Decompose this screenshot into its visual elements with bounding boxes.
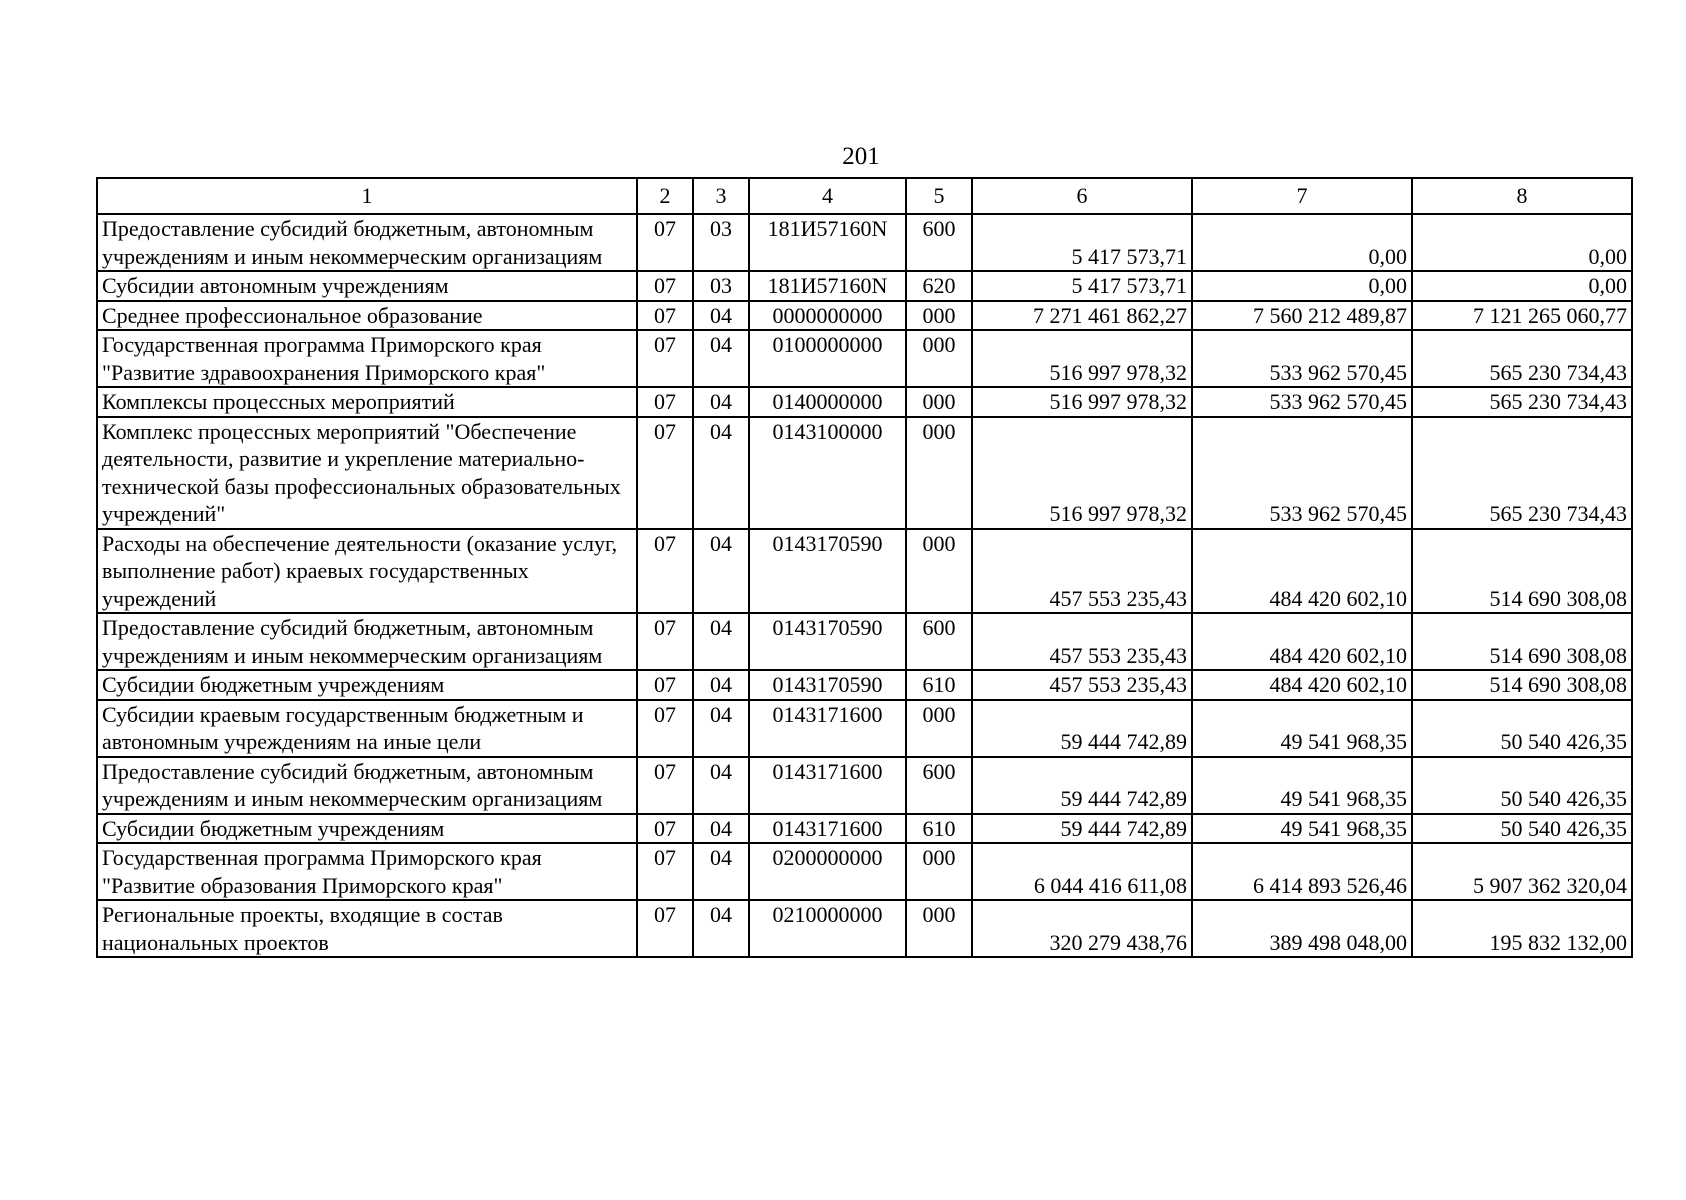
table-row	[97, 700, 1632, 757]
row-amount-col8-cell: 514 690 308,08	[1412, 529, 1632, 614]
budget-table	[96, 177, 1633, 958]
row-amount-col6-cell: 5 417 573,71	[972, 214, 1192, 271]
row-code-section-cell: 07	[637, 613, 693, 670]
row-code-section-cell: 07	[637, 214, 693, 271]
row-amount-col8-cell: 50 540 426,35	[1412, 700, 1632, 757]
row-code-subsection-cell: 04	[693, 843, 749, 900]
page-number: 201	[842, 143, 880, 170]
row-expense-type-cell: 600	[906, 214, 972, 271]
row-name-cell: Субсидии бюджетным учреждениям	[97, 814, 637, 844]
column-header: 4	[749, 178, 906, 214]
row-amount-col8-cell: 50 540 426,35	[1412, 814, 1632, 844]
row-expense-type-cell: 000	[906, 330, 972, 387]
row-amount-col7-cell: 389 498 048,00	[1192, 900, 1412, 957]
row-amount-col6-cell: 516 997 978,32	[972, 330, 1192, 387]
row-target-article-cell: 181И57160N	[749, 214, 906, 271]
column-header: 5	[906, 178, 972, 214]
row-amount-col7-cell: 7 560 212 489,87	[1192, 301, 1412, 331]
row-amount-col6-cell: 320 279 438,76	[972, 900, 1192, 957]
row-expense-type-cell: 620	[906, 271, 972, 301]
row-amount-col6-cell: 516 997 978,32	[972, 417, 1192, 529]
row-amount-col7-cell: 0,00	[1192, 214, 1412, 271]
row-amount-col6-cell: 457 553 235,43	[972, 670, 1192, 700]
row-target-article-cell: 0143171600	[749, 700, 906, 757]
row-target-article-cell: 0100000000	[749, 330, 906, 387]
row-amount-col8-cell: 5 907 362 320,04	[1412, 843, 1632, 900]
row-amount-col6-cell: 6 044 416 611,08	[972, 843, 1192, 900]
row-amount-col7-cell: 484 420 602,10	[1192, 670, 1412, 700]
row-target-article-cell: 0143170590	[749, 529, 906, 614]
row-amount-col6-cell: 457 553 235,43	[972, 529, 1192, 614]
row-amount-col8-cell: 0,00	[1412, 271, 1632, 301]
row-amount-col6-cell: 59 444 742,89	[972, 700, 1192, 757]
row-amount-col8-cell: 565 230 734,43	[1412, 387, 1632, 417]
row-target-article-cell: 0210000000	[749, 900, 906, 957]
row-amount-col8-cell: 195 832 132,00	[1412, 900, 1632, 957]
row-target-article-cell: 0000000000	[749, 301, 906, 331]
row-target-article-cell: 0143170590	[749, 613, 906, 670]
row-expense-type-cell: 610	[906, 814, 972, 844]
row-amount-col8-cell: 514 690 308,08	[1412, 670, 1632, 700]
row-amount-col7-cell: 533 962 570,45	[1192, 330, 1412, 387]
table-row	[97, 271, 1632, 301]
row-amount-col8-cell: 565 230 734,43	[1412, 417, 1632, 529]
row-expense-type-cell: 610	[906, 670, 972, 700]
row-code-section-cell: 07	[637, 900, 693, 957]
row-amount-col8-cell: 514 690 308,08	[1412, 613, 1632, 670]
row-expense-type-cell: 600	[906, 757, 972, 814]
table-row	[97, 330, 1632, 387]
row-code-subsection-cell: 04	[693, 670, 749, 700]
row-expense-type-cell: 000	[906, 700, 972, 757]
row-code-section-cell: 07	[637, 670, 693, 700]
table-row	[97, 387, 1632, 417]
row-amount-col6-cell: 59 444 742,89	[972, 757, 1192, 814]
row-name-cell: Государственная программа Приморского края "Развитие образования Приморского края"	[97, 843, 637, 900]
table-row	[97, 843, 1632, 900]
row-target-article-cell: 0143171600	[749, 757, 906, 814]
row-amount-col6-cell: 457 553 235,43	[972, 613, 1192, 670]
row-code-section-cell: 07	[637, 814, 693, 844]
row-amount-col7-cell: 533 962 570,45	[1192, 417, 1412, 529]
column-header: 8	[1412, 178, 1632, 214]
row-amount-col8-cell: 565 230 734,43	[1412, 330, 1632, 387]
row-expense-type-cell: 000	[906, 301, 972, 331]
row-code-subsection-cell: 04	[693, 387, 749, 417]
column-header: 1	[97, 178, 637, 214]
row-code-subsection-cell: 04	[693, 757, 749, 814]
row-amount-col8-cell: 7 121 265 060,77	[1412, 301, 1632, 331]
row-code-subsection-cell: 03	[693, 271, 749, 301]
row-amount-col7-cell: 49 541 968,35	[1192, 814, 1412, 844]
row-code-section-cell: 07	[637, 330, 693, 387]
row-code-section-cell: 07	[637, 529, 693, 614]
row-name-cell: Комплекс процессных мероприятий "Обеспечение деятельности, развитие и укрепление материально-технической базы профессиональных образовательных учреждений"	[97, 417, 637, 529]
row-amount-col7-cell: 533 962 570,45	[1192, 387, 1412, 417]
row-amount-col7-cell: 6 414 893 526,46	[1192, 843, 1412, 900]
row-code-subsection-cell: 04	[693, 700, 749, 757]
row-amount-col6-cell: 516 997 978,32	[972, 387, 1192, 417]
row-amount-col7-cell: 49 541 968,35	[1192, 757, 1412, 814]
row-amount-col7-cell: 484 420 602,10	[1192, 613, 1412, 670]
row-code-subsection-cell: 03	[693, 214, 749, 271]
column-header: 7	[1192, 178, 1412, 214]
row-expense-type-cell: 000	[906, 387, 972, 417]
row-code-subsection-cell: 04	[693, 613, 749, 670]
row-name-cell: Предоставление субсидий бюджетным, автономным учреждениям и иным некоммерческим организациям	[97, 613, 637, 670]
row-expense-type-cell: 000	[906, 417, 972, 529]
row-name-cell: Предоставление субсидий бюджетным, автономным учреждениям и иным некоммерческим организациям	[97, 214, 637, 271]
row-amount-col8-cell: 50 540 426,35	[1412, 757, 1632, 814]
row-code-subsection-cell: 04	[693, 814, 749, 844]
row-name-cell: Государственная программа Приморского края "Развитие здравоохранения Приморского края"	[97, 330, 637, 387]
row-code-subsection-cell: 04	[693, 330, 749, 387]
row-code-section-cell: 07	[637, 387, 693, 417]
row-amount-col6-cell: 5 417 573,71	[972, 271, 1192, 301]
row-name-cell: Комплексы процессных мероприятий	[97, 387, 637, 417]
row-expense-type-cell: 000	[906, 843, 972, 900]
column-header: 6	[972, 178, 1192, 214]
row-target-article-cell: 0143171600	[749, 814, 906, 844]
header-row	[97, 178, 1632, 214]
table-row	[97, 613, 1632, 670]
row-amount-col7-cell: 49 541 968,35	[1192, 700, 1412, 757]
table-body	[97, 214, 1632, 957]
row-expense-type-cell: 600	[906, 613, 972, 670]
row-code-subsection-cell: 04	[693, 417, 749, 529]
row-target-article-cell: 181И57160N	[749, 271, 906, 301]
row-code-subsection-cell: 04	[693, 529, 749, 614]
table-row	[97, 417, 1632, 529]
row-code-section-cell: 07	[637, 417, 693, 529]
table-row	[97, 301, 1632, 331]
row-code-section-cell: 07	[637, 700, 693, 757]
row-target-article-cell: 0140000000	[749, 387, 906, 417]
row-name-cell: Субсидии краевым государственным бюджетным и автономным учреждениям на иные цели	[97, 700, 637, 757]
row-amount-col7-cell: 0,00	[1192, 271, 1412, 301]
row-expense-type-cell: 000	[906, 900, 972, 957]
row-name-cell: Среднее профессиональное образование	[97, 301, 637, 331]
table-row	[97, 900, 1632, 957]
row-amount-col6-cell: 7 271 461 862,27	[972, 301, 1192, 331]
row-name-cell: Расходы на обеспечение деятельности (оказание услуг, выполнение работ) краевых государственных учреждений	[97, 529, 637, 614]
row-name-cell: Субсидии бюджетным учреждениям	[97, 670, 637, 700]
row-code-subsection-cell: 04	[693, 301, 749, 331]
row-code-section-cell: 07	[637, 271, 693, 301]
table-row	[97, 757, 1632, 814]
table-row	[97, 670, 1632, 700]
row-expense-type-cell: 000	[906, 529, 972, 614]
row-name-cell: Субсидии автономным учреждениям	[97, 271, 637, 301]
row-name-cell: Предоставление субсидий бюджетным, автономным учреждениям и иным некоммерческим организациям	[97, 757, 637, 814]
row-code-section-cell: 07	[637, 843, 693, 900]
row-code-section-cell: 07	[637, 301, 693, 331]
table-row	[97, 814, 1632, 844]
row-target-article-cell: 0200000000	[749, 843, 906, 900]
row-target-article-cell: 0143170590	[749, 670, 906, 700]
row-amount-col6-cell: 59 444 742,89	[972, 814, 1192, 844]
row-name-cell: Региональные проекты, входящие в состав национальных проектов	[97, 900, 637, 957]
table-row	[97, 529, 1632, 614]
table-row	[97, 214, 1632, 271]
row-target-article-cell: 0143100000	[749, 417, 906, 529]
column-header: 2	[637, 178, 693, 214]
row-amount-col7-cell: 484 420 602,10	[1192, 529, 1412, 614]
row-code-section-cell: 07	[637, 757, 693, 814]
column-header: 3	[693, 178, 749, 214]
row-amount-col8-cell: 0,00	[1412, 214, 1632, 271]
row-code-subsection-cell: 04	[693, 900, 749, 957]
